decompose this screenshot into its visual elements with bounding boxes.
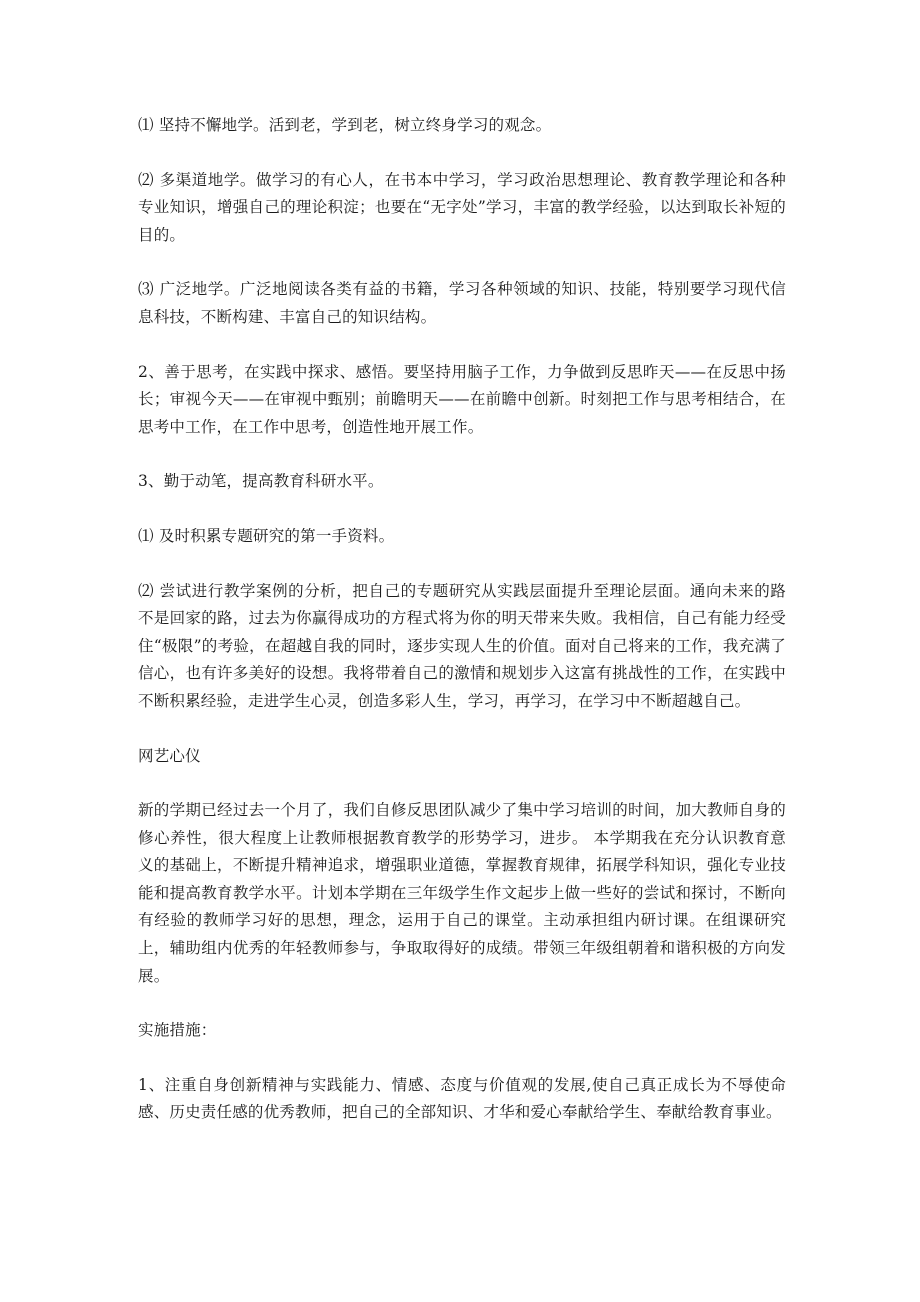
paragraph-accumulate-materials: ⑴ 及时积累专题研究的第一手资料。 bbox=[138, 526, 395, 545]
document-body bbox=[138, 112, 786, 1154]
paragraph-learn-broadly: ⑶ 广泛地学。广泛地阅读各类有益的书籍，学习各种领域的知识、技能，特别要学习现代信息科技，不断构建、丰富自己的知识结构。 bbox=[138, 280, 786, 326]
paragraph-think-practice: 2、善于思考，在实践中探求、感悟。要坚持用脑子工作，力争做到反思昨天——在反思中扬长；审视今天——在审视中甄别；前瞻明天——在前瞻中创新。时刻把工作与思考相结合，在思考中工作，在工作中思考，创造性地开展工作。 bbox=[138, 362, 786, 436]
section-heading-measures: 实施措施： bbox=[138, 1021, 217, 1040]
section-heading-wangyixinyi: 网艺心仪 bbox=[138, 746, 201, 765]
paragraph-measure-1: 1、注重自身创新精神与实践能力、情感、态度与价值观的发展,使自己真正成长为不辱使命感、历史责任感的优秀教师，把自己的全部知识、才华和爱心奉献给学生、奉献给教育事业。 bbox=[138, 1075, 786, 1122]
paragraph-learn-multichannel: ⑵ 多渠道地学。做学习的有心人，在书本中学习，学习政治思想理论、教育教学理论和各种专业知识，增强自己的理论积淀；也要在“无字处”学习，丰富的教学经验，以达到取长补短的目的。 bbox=[138, 170, 786, 244]
paragraph-case-analysis: ⑵ 尝试进行教学案例的分析，把自己的专题研究从实践层面提升至理论层面。通向未来的路不是回家的路，过去为你赢得成功的方程式将为你的明天带来失败。我相信，自己有能力经受住“极限”的考验，在超越自我的同时，逐步实现人生的价值。面对自己将来的工作，我充满了信心，也有许多美好的设想。我将带着自己的激情和规划步入这富有挑战性的工作，在实践中不断积累经验，走进学生心灵，创造多彩人生，学习，再学习，在学习中不断超越自己。 bbox=[138, 581, 786, 710]
paragraph-new-semester: 新的学期已经过去一个月了，我们自修反思团队减少了集中学习培训的时间，加大教师自身的修心养性，很大程度上让教师根据教育教学的形势学习，进步。 本学期我在充分认识教育意义的基础上，不断提升精神追求，增强职业道德，掌握教育规律，拓展学科知识，强化专业技能和提高教育教学水平。计划本学期在三年级学生作文起步上做一些好的尝试和探讨，不断向有经验的教师学习好的思想，理念，运用于自己的课堂。主动承担组内研讨课。在组课研究上，辅助组内优秀的年轻教师参与，争取取得好的成绩。带领三年级组朝着和谐积极的方向发展。 bbox=[138, 801, 786, 985]
paragraph-write-research: 3、勤于动笔，提高教育科研水平。 bbox=[138, 472, 384, 491]
paragraph-learn-persistently: ⑴ 坚持不懈地学。活到老，学到老，树立终身学习的观念。 bbox=[138, 116, 552, 134]
